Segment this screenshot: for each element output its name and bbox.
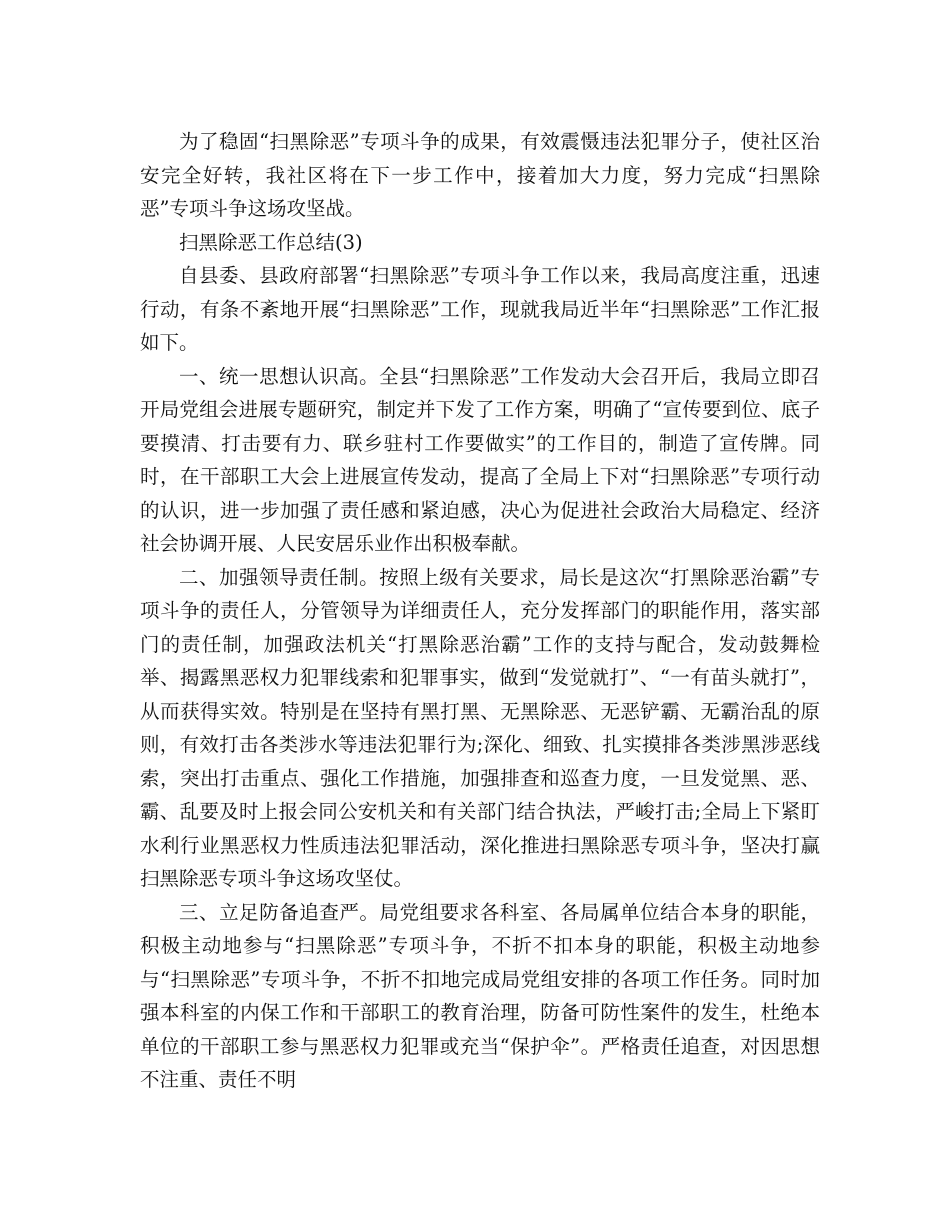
document-body xyxy=(140,125,820,1097)
paragraph-point-three: 三、立足防备追查严。局党组要求各科室、各局属单位结合本身的职能，积极主动地参与“扫黑除恶”专项斗争，不折不扣本身的职能，积极主动地参与“扫黑除恶”专项斗争，不折不扣地完成局党组安排的各项工作任务。同时加强本科室的内保工作和干部职工的教育治理，防备可防性案件的发生，杜绝本单位的干部职工参与黑恶权力犯罪或充当“保护伞”。严格责任追查，对因思想不注重、责任不明 xyxy=(140,900,820,1091)
section-heading: 扫黑除恶工作总结(3) xyxy=(179,230,363,254)
paragraph-conclusion: 为了稳固“扫黑除恶”专项斗争的成果，有效震慑违法犯罪分子，使社区治安完全好转，我社区将在下一步工作中，接着加大力度，努力完成“扫黑除恶”专项斗争这场攻坚战。 xyxy=(140,130,820,220)
paragraph-point-two: 二、加强领导责任制。按照上级有关要求，局长是这次“打黑除恶治霸”专项斗争的责任人，分管领导为详细责任人，充分发挥部门的职能作用，落实部门的责任制，加强政法机关“打黑除恶治霸”工作的支持与配合，发动鼓舞检举、揭露黑恶权力犯罪线索和犯罪事实，做到“发觉就打”、“一有苗头就打”，从而获得实效。特别是在坚持有黑打黑、无黑除恶、无恶铲霸、无霸治乱的原则，有效打击各类涉水等违法犯罪行为;深化、细致、扎实摸排各类涉黑涉恶线索，突出打击重点、强化工作措施，加强排查和巡查力度，一旦发觉黑、恶、霸、乱要及时上报会同公安机关和有关部门结合执法，严峻打击;全局上下紧盯水利行业黑恶权力性质违法犯罪活动，深化推进扫黑除恶专项斗争，坚决打赢扫黑除恶专项斗争这场攻坚仗。 xyxy=(140,565,820,890)
paragraph-point-one: 一、统一思想认识高。全县“扫黑除恶”工作发动大会召开后，我局立即召开局党组会进展专题研究，制定并下发了工作方案，明确了“宣传要到位、底子要摸清、打击要有力、联乡驻村工作要做实”的工作目的，制造了宣传牌。同时，在干部职工大会上进展宣传发动，提高了全局上下对“扫黑除恶”专项行动的认识，进一步加强了责任感和紧迫感，决心为促进社会政治大局稳定、经济社会协调开展、人民安居乐业作出积极奉献。 xyxy=(140,364,820,555)
paragraph-intro: 自县委、县政府部署“扫黑除恶”专项斗争工作以来，我局高度注重，迅速行动，有条不紊地开展“扫黑除恶”工作，现就我局近半年“扫黑除恶”工作汇报如下。 xyxy=(140,264,820,354)
